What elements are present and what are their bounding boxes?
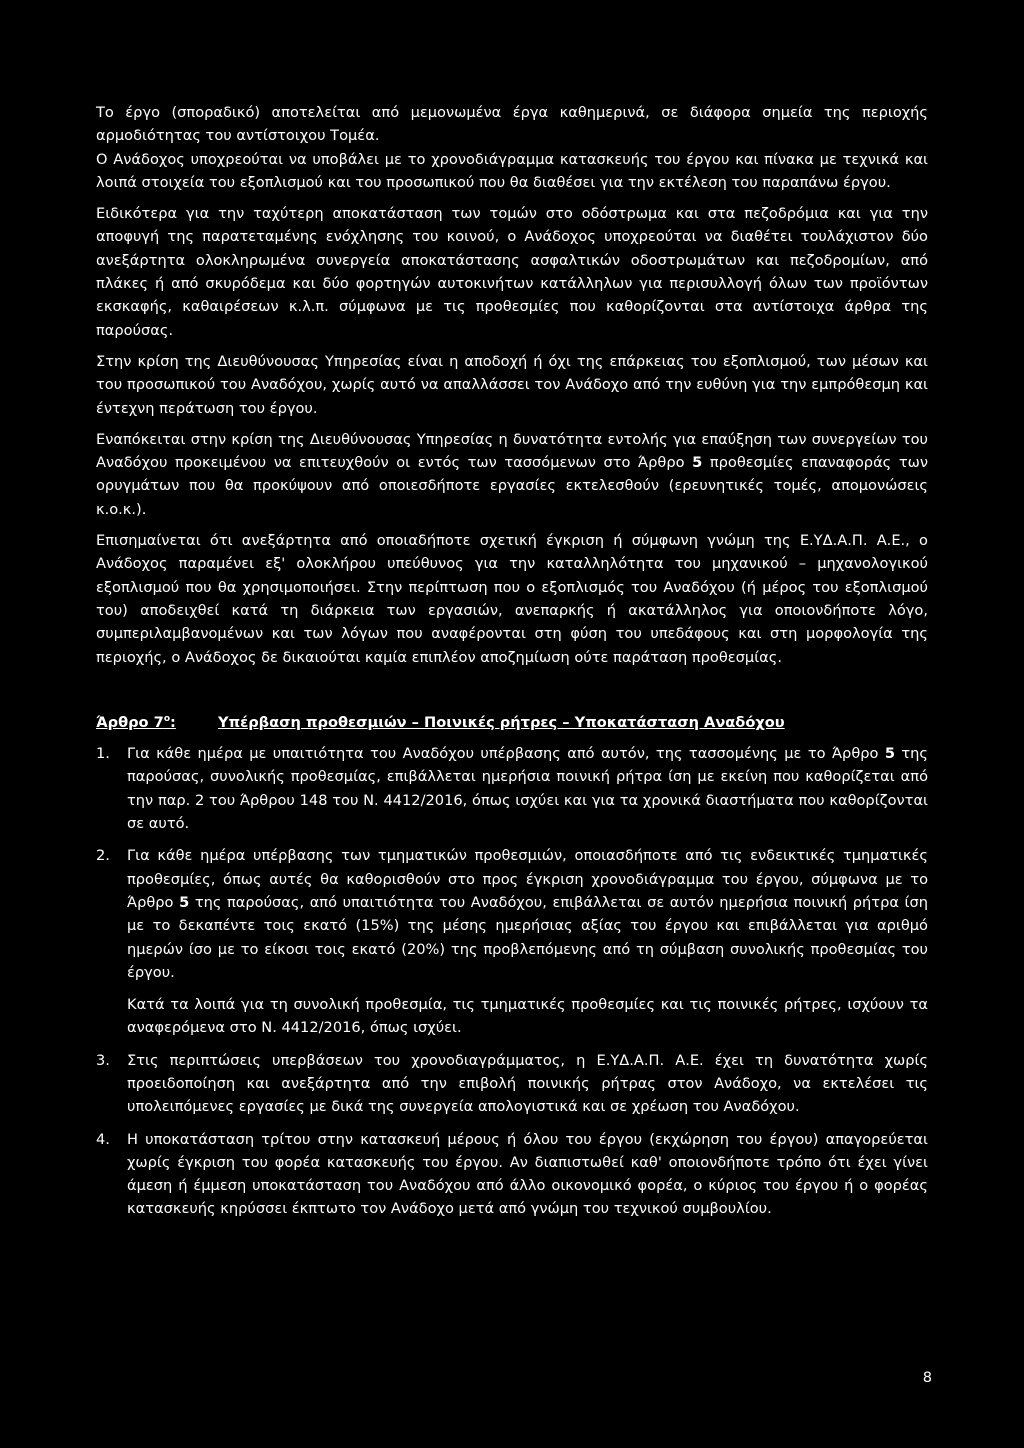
list-item-extra-text: Κατά τα λοιπά για τη συνολική προθεσμία, τις τμηματικές προθεσμίες και τις ποινικές ρήτρες, ισχύουν τα αναφερόμενα στο Ν. 4412/2016, όπως ισχύει.: [127, 996, 928, 1037]
list-item: [96, 1128, 928, 1221]
list-item-number: 4.: [96, 1130, 110, 1148]
list-item: [96, 742, 928, 835]
article-number-colon: :: [170, 713, 176, 731]
list-item-text: [127, 844, 928, 984]
article-heading: [96, 711, 928, 734]
text-run: Για κάθε ημέρα υπέρβασης των τμηματικών προθεσμιών, οποιασδήποτε από τις ενδεικτικές τμηματικές προθεσμίες, όπως αυτές θα καθορισθούν στο προς έγκριση χρονοδιάγραμμα του έργου, σύμφωνα με το Άρθρο: [127, 847, 928, 911]
list-item-body: [127, 1049, 928, 1119]
list-item-text: [127, 742, 928, 835]
text-run: της παρούσας, από υπαιτιότητα του Αναδόχου, επιβάλλεται σε αυτόν ημερήσια ποινική ρήτρα ίση με το δεκαπέντε τοις εκατό (15%) της μέσης ημερήσιας αξίας του έργου και επιβάλλεται για αριθμό ημερών ίσο με το είκοσι τοις εκατό (20%) της προβλεπόμενης από τη σύμβαση συνολικής προθεσμίας του έργου.: [127, 893, 928, 981]
article-reference: 5: [179, 893, 190, 911]
list-item: [96, 1049, 928, 1119]
text-run: της παρούσας, συνολικής προθεσμίας, επιβάλλεται ημερήσια ποινική ρήτρα ίση με εκείνη που καθορίζεται από την παρ. 2 του Άρθρου 148 του Ν. 4412/2016, όπως ισχύει και για τα χρονικά διαστήματα που καθορίζονται σε αυτό.: [127, 745, 928, 833]
list-item-text: Η υποκατάσταση τρίτου στην κατασκευή μέρους ή όλου του έργου (εκχώρηση του έργου) απαγορεύεται χωρίς έγκριση του φορέα κατασκευής του έργου. Αν διαπιστωθεί καθ' οποιονδήποτε τρόπο ότι έχει γίνει άμεση ή έμμεση υποκατάσταση του Αναδόχου από άλλο οικονομικό φορέα, ο κύριος του έργου ή ο φορέας κατασκευής κηρύσσει έκπτωτο τον Ανάδοχο μετά από γνώμη του τεχνικού συμβουλίου.: [127, 1130, 928, 1218]
list-item-body: [127, 844, 928, 1039]
text-run: Εναπόκειται στην κρίση της Διευθύνουσας Υπηρεσίας η δυνατότητα εντολής για επαύξηση των συνεργείων του Αναδόχου προκειμένου να επιτευχθούν οι εντός των τασσόμενων στο Άρθρο: [96, 430, 928, 472]
paragraph-equipment-approval: Στην κρίση της Διευθύνουσας Υπηρεσίας είναι η αποδοχή ή όχι της επάρκειας του εξοπλισμού, των μέσων και του προσωπικού του Αναδόχου, χωρίς αυτό να απαλλάσσει τον Ανάδοχο από την ευθύνη για την εμπρόθεσμη και έντεχνη περάτωση του έργου.: [96, 352, 928, 417]
paragraph-responsibility: Επισημαίνεται ότι ανεξάρτητα από οποιαδήποτε σχετική έγκριση ή σύμφωνη γνώμη της Ε.ΥΔ.Α.Π. Α.Ε., ο Ανάδοχος παραμένει εξ' ολοκλήρου υπεύθυνος για την καταλληλότητα του μηχανικού – μηχανολογικού εξοπλισμού που θα χρησιμοποιήσει. Στην περίπτωση που ο εξοπλισμός του Αναδόχου (ή μέρος του εξοπλισμού του) αποδειχθεί κατά τη διάρκεια των εργασιών, ανεπαρκής ή ακατάλληλος για οποιονδήποτε λόγο, συμπεριλαμβανομένων και των λόγων που αναφέρονται στη φύση του υπεδάφους και στη μορφολογία της περιοχής, ο Ανάδοχος δε δικαιούται καμία επιπλέον αποζημίωση ούτε παράταση προθεσμίας.: [96, 532, 928, 666]
paragraph-scope: Το έργο (σποραδικό) αποτελείται από μεμονωμένα έργα καθημερινά, σε διάφορα σημεία της περιοχής αρμοδιότητας του αντίστοιχου Τομέα.: [96, 104, 928, 145]
list-item-body: [127, 742, 928, 835]
article-items-list: [96, 742, 928, 1221]
article-number-sup: ο: [163, 713, 171, 724]
list-item-body: [127, 1128, 928, 1221]
article-reference: 5: [884, 745, 895, 763]
list-item-number: 1.: [96, 745, 110, 763]
page-number: 8: [922, 1369, 932, 1386]
article-number-text: Άρθρο 7: [96, 713, 164, 731]
paragraph-schedule: Ο Ανάδοχος υποχρεούται να υποβάλει με το χρονοδιάγραμμα κατασκευής του έργου και πίνακα με τεχνικά και λοιπά στοιχεία του εξοπλισμού και του προσωπικού που θα διαθέσει για την εκτέλεση του παραπάνω έργου.: [96, 150, 928, 191]
article-title: Υπέρβαση προθεσμιών – Ποινικές ρήτρες – Υποκατάσταση Αναδόχου: [218, 713, 785, 731]
paragraph-crew-increase: [96, 428, 928, 521]
document-page: [96, 101, 928, 1221]
article-reference: 5: [692, 454, 703, 472]
text-run: προθεσμίες επαναφοράς των ορυγμάτων που θα προκύψουν από οποιεσδήποτε εργασίες εκτελεσθούν (ερευνητικές τομές, απομονώσεις κ.ο.κ.).: [96, 454, 928, 518]
article-number: [96, 711, 218, 734]
paragraph-crews: Ειδικότερα για την ταχύτερη αποκατάσταση των τομών στο οδόστρωμα και στα πεζοδρόμια και για την αποφυγή της παρατεταμένης ενόχλησης του κοινού, ο Ανάδοχος υποχρεούται να διαθέτει τουλάχιστον δύο ανεξάρτητα ολοκληρωμένα συνεργεία αποκατάστασης ασφαλτικών οδοστρωμάτων και πεζοδρομίων, από πλάκες ή από σκυρόδεμα και δύο φορτηγών αυτοκινήτων κατάλληλων για περισυλλογή όλων των προϊόντων εκσκαφής, καθαιρέσεων κ.λ.π. σύμφωνα με τις προθεσμίες που καθορίζονται στα αντίστοιχα άρθρα της παρούσας.: [96, 205, 928, 339]
list-item-text: Στις περιπτώσεις υπερβάσεων του χρονοδιαγράμματος, η Ε.ΥΔ.Α.Π. Α.Ε. έχει τη δυνατότητα χωρίς προειδοποίηση και ανεξάρτητα από την επιβολή ποινικής ρήτρας στον Ανάδοχο, να εκτελέσει τις υπολειπόμενες εργασίες με δικά της συνεργεία απολογιστικά και σε χρέωση του Αναδόχου.: [127, 1051, 928, 1116]
list-item-number: 2.: [96, 847, 110, 865]
list-item: [96, 844, 928, 1039]
text-run: Για κάθε ημέρα με υπαιτιότητα του Αναδόχου υπέρβασης από αυτόν, της τασσομένης με το Άρθρο: [127, 745, 885, 763]
list-item-number: 3.: [96, 1051, 110, 1069]
